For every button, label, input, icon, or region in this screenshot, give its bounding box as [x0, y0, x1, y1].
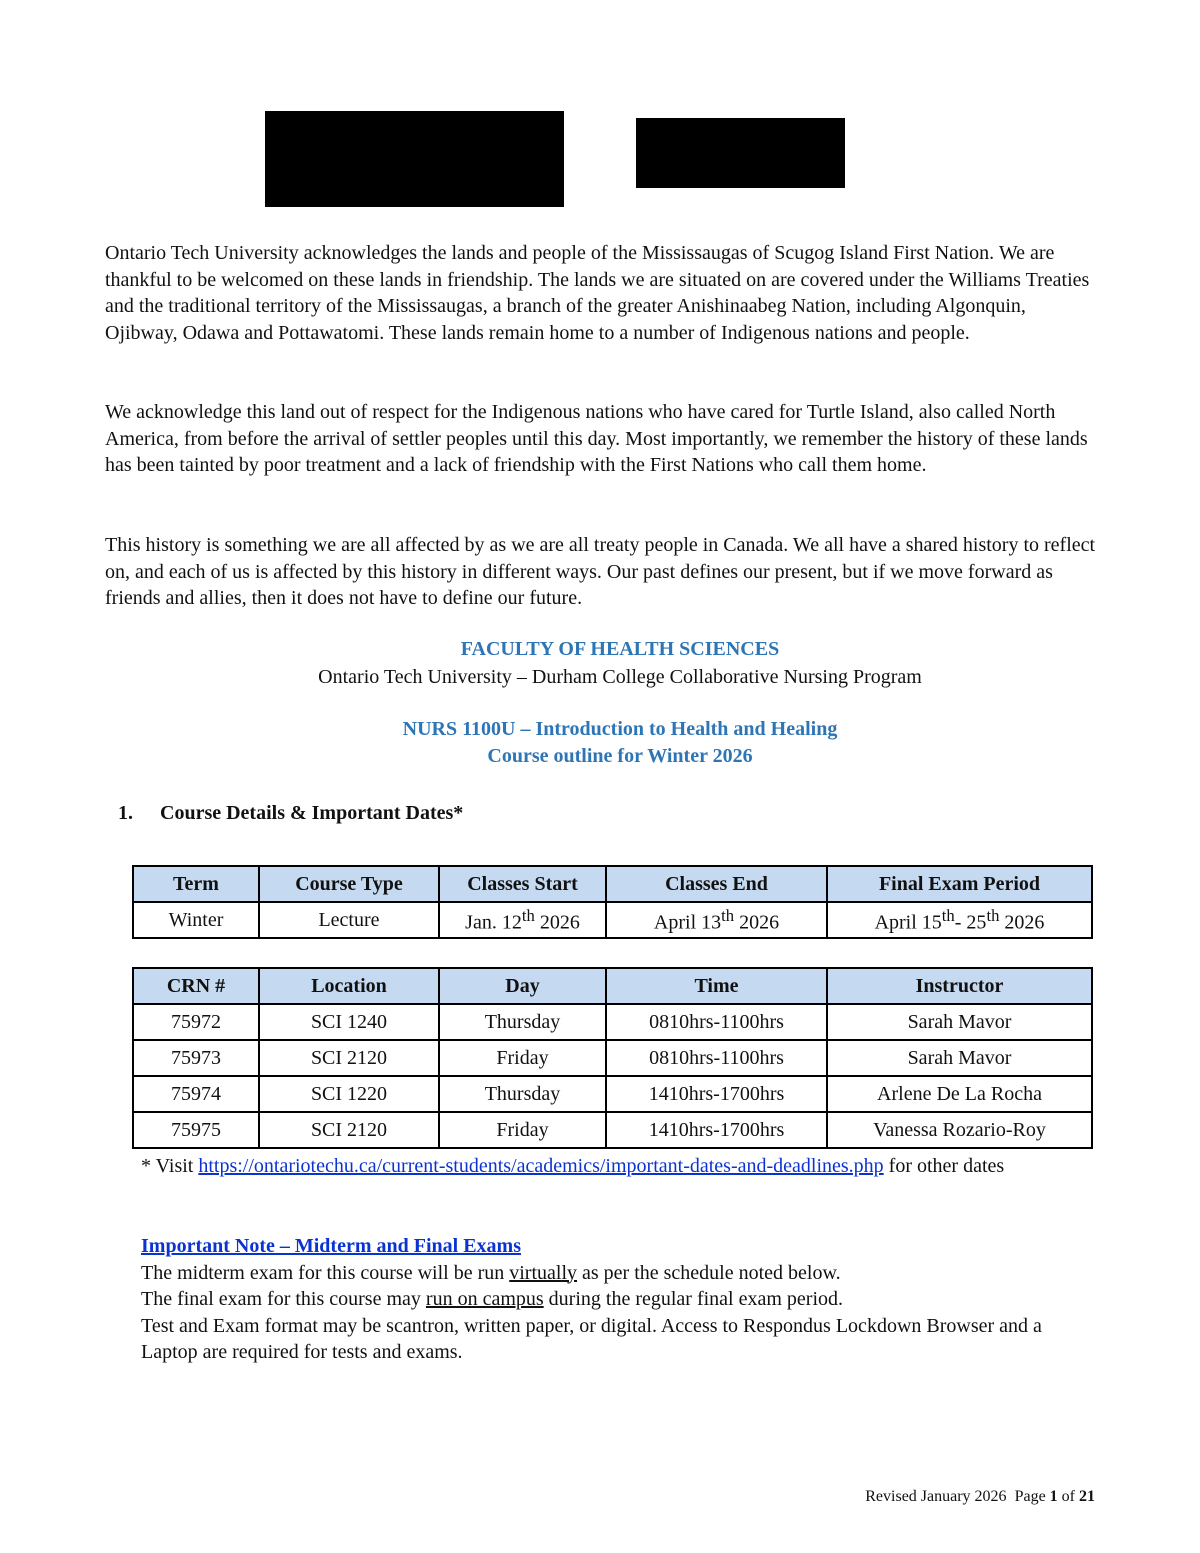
- cell-day: Friday: [439, 1040, 606, 1076]
- important-dates-note: * Visit https://ontariotechu.ca/current-students/academics/important-dates-and-deadlines.php for other dates: [141, 1155, 1005, 1177]
- page-total: 21: [1079, 1488, 1095, 1505]
- cell-location: SCI 2120: [259, 1040, 439, 1076]
- redacted-logo-block: [265, 111, 564, 207]
- cell-instructor: Sarah Mavor: [827, 1004, 1092, 1040]
- cell-location: SCI 1220: [259, 1076, 439, 1112]
- table-row: [133, 1112, 1092, 1148]
- cell-crn: 75974: [133, 1076, 259, 1112]
- land-acknowledgement-paragraph-2: We acknowledge this land out of respect for the Indigenous nations who have cared for Turtle Island, also called North America, from before the arrival of settler peoples until this day. Most importantly, we remember the history of these lands has been tainted by poor treatment and a lack of friendship with the First Nations who call them home.: [105, 401, 1088, 477]
- header-time: Time: [606, 968, 827, 1004]
- cell-location: SCI 1240: [259, 1004, 439, 1040]
- header-final-exam-period: Final Exam Period: [827, 866, 1092, 902]
- table-row: [133, 902, 1092, 938]
- program-name: Ontario Tech University – Durham College Collaborative Nursing Program: [318, 666, 922, 688]
- cell-final-exam-period: April 15th- 25th 2026: [827, 902, 1092, 938]
- important-dates-link[interactable]: https://ontariotechu.ca/current-students/academics/important-dates-and-deadlines.php: [198, 1155, 884, 1177]
- course-dates-table: [132, 865, 1093, 939]
- revised-date: Revised January 2026: [865, 1488, 1007, 1505]
- section-title: Course Details & Important Dates*: [160, 802, 464, 824]
- note-line-final: The final exam for this course may run on campus during the regular final exam period.: [141, 1288, 844, 1311]
- course-title: NURS 1100U – Introduction to Health and Healing: [402, 718, 838, 740]
- header-course-type: Course Type: [259, 866, 439, 902]
- page-number: 1: [1049, 1488, 1058, 1505]
- land-acknowledgement-paragraph-3: This history is something we are all affected by as we are all treaty people in Canada. We all have a shared history to reflect on, and each of us is affected by this history in different ways. Our past defines our present, but if we move forward as friends and allies, then it does not have to define our future.: [105, 534, 1096, 610]
- cell-instructor: Vanessa Rozario-Roy: [827, 1112, 1092, 1148]
- cell-instructor: Arlene De La Rocha: [827, 1076, 1092, 1112]
- header-classes-end: Classes End: [606, 866, 827, 902]
- table-row: [133, 1040, 1092, 1076]
- cell-time: 1410hrs-1700hrs: [606, 1112, 827, 1148]
- cell-term: Winter: [133, 902, 259, 938]
- land-acknowledgement-paragraph-1: Ontario Tech University acknowledges the lands and people of the Mississaugas of Scugog Island First Nation. We are thankful to be welcomed on these lands in friendship. The lands we are situated on are covered under the Williams Treaties and the traditional territory of the Mississaugas, a branch of the greater Anishinaabeg Nation, including Algonquin, Ojibway, Odawa and Pottawatomi. These lands remain home to a number of Indigenous nations and people.: [105, 242, 1090, 344]
- important-note-heading[interactable]: Important Note – Midterm and Final Exams: [141, 1235, 521, 1257]
- cell-course-type: Lecture: [259, 902, 439, 938]
- page-footer: Revised January 2026 Page 1 of 21: [865, 1488, 1095, 1505]
- cell-crn: 75972: [133, 1004, 259, 1040]
- note-line-midterm: The midterm exam for this course will be run virtually as per the schedule noted below.: [141, 1261, 841, 1284]
- cell-classes-end: April 13th 2026: [606, 902, 827, 938]
- cell-day: Thursday: [439, 1076, 606, 1112]
- header-day: Day: [439, 968, 606, 1004]
- cell-crn: 75973: [133, 1040, 259, 1076]
- table-header-row: [133, 968, 1092, 1004]
- cell-crn: 75975: [133, 1112, 259, 1148]
- header-term: Term: [133, 866, 259, 902]
- table-row: [133, 1004, 1092, 1040]
- course-sections-table: [132, 967, 1093, 1149]
- redacted-logo-block-2: [636, 118, 845, 188]
- table-header-row: [133, 866, 1092, 902]
- header-classes-start: Classes Start: [439, 866, 606, 902]
- section-heading: [118, 802, 463, 825]
- faculty-title: FACULTY OF HEALTH SCIENCES: [460, 638, 780, 660]
- cell-day: Friday: [439, 1112, 606, 1148]
- section-number: 1.: [118, 802, 133, 824]
- cell-instructor: Sarah Mavor: [827, 1040, 1092, 1076]
- cell-location: SCI 2120: [259, 1112, 439, 1148]
- header-location: Location: [259, 968, 439, 1004]
- header-instructor: Instructor: [827, 968, 1092, 1004]
- header-crn: CRN #: [133, 968, 259, 1004]
- cell-classes-start: Jan. 12th 2026: [439, 902, 606, 938]
- course-outline-term: Course outline for Winter 2026: [487, 745, 753, 767]
- cell-time: 1410hrs-1700hrs: [606, 1076, 827, 1112]
- cell-time: 0810hrs-1100hrs: [606, 1004, 827, 1040]
- important-note-block: [141, 1233, 1101, 1366]
- table-row: [133, 1076, 1092, 1112]
- cell-time: 0810hrs-1100hrs: [606, 1040, 827, 1076]
- cell-day: Thursday: [439, 1004, 606, 1040]
- note-line-format: Test and Exam format may be scantron, written paper, or digital. Access to Respondus Lockdown Browser and a Laptop are required for tests and exams.: [141, 1314, 1042, 1364]
